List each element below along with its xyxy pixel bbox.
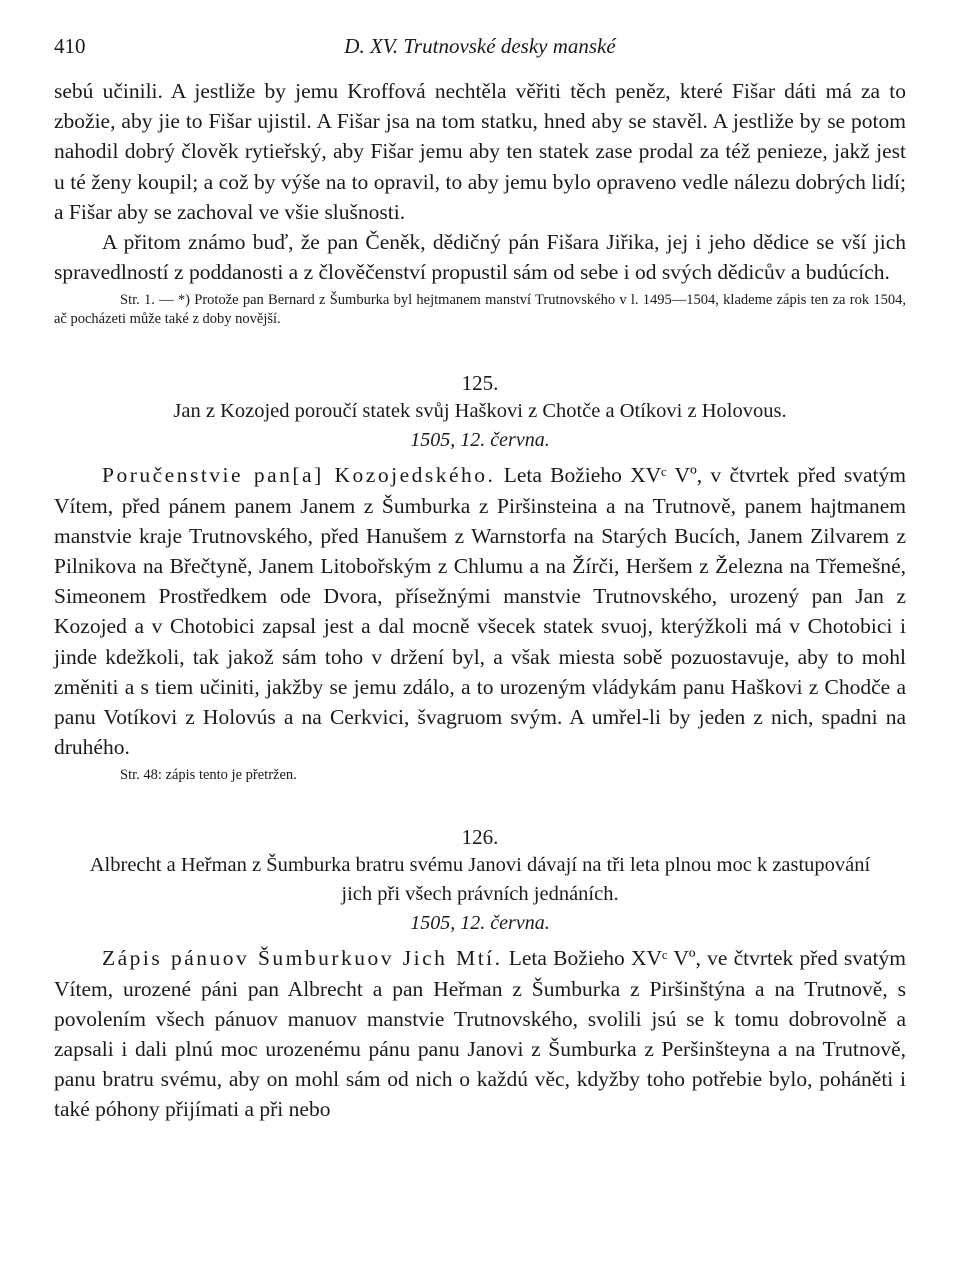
document-text: Leta Božieho XVᶜ Vº, ve čtvrtek před svatým Vítem, urozené páni pan Albrecht a pan Heřman z Šumburka z Piršinštýna a na Trutnově, s povolením všech pánuov manuov manstvie Trutnovského, svolili jsú se k tomu dobrovolně a zapsali i dali plnú moc urozenému pánu panu Janovi z Šumburka z Peršinšteyna a na Trutnově, panu bratru svému, aby on mohl sám od nich o každú věc, kdyžby toho potřebie bylo, poháněti i také póhony přijímati a při nebo bbox=[54, 946, 906, 1122]
document-page bbox=[54, 34, 906, 1125]
continuation-paragraph-2: A přitom známo buď, že pan Čeněk, dědičný pán Fišara Jiřika, jej i jeho dědice se vší jich spravedlností z poddanosti a z člověčenství propustil sám od sebe i od svých dědicův a budúcích. bbox=[54, 230, 906, 285]
document-text: Leta Božieho XVᶜ Vº, v čtvrtek před svatým Vítem, před pánem panem Janem z Šumburka z Piršinsteina a na Trutnově, panem hajtmanem manstvie kraje Trutnovského, před Hanušem z Warnstorfa na Starých Bucích, Janem Zilvarem z Pilnikova na Břečtyně, Janem Litobořským z Chlumu a na Žírči, Heršem z Železna na Třemešné, Simeonem Prostředkem ode Dvora, přísežnými manstvie Trutnovského, urozený pan Jan z Kozojed a v Chotobici zapsal jest a dal mocně všecek statek svuoj, kterýžkoli má v Chotobici i jinde kdežkoli, tak jakož sám toho v držení byl, a však miesta sobě pozuostavuje, aby to mohl změniti a s tiem učiniti, jakžby se jemu zdálo, a to urozeným vládykám panu Haškovi z Chodče a panu Votíkovi z Holovús a na Cerkvici, švagruom svým. A umřel-li by jeden z nich, spadni na druhého. bbox=[54, 463, 907, 760]
document-number: 126. bbox=[461, 825, 499, 850]
document-126 bbox=[54, 823, 906, 1124]
document-125 bbox=[54, 369, 906, 785]
document-heading: Zápis pánuov Šumburkuov Jich Mtí. bbox=[102, 946, 503, 971]
document-number: 125. bbox=[461, 371, 499, 396]
page-number: 410 bbox=[54, 34, 86, 58]
document-note: Str. 48: zápis tento je přetržen. bbox=[120, 767, 297, 784]
document-date: 1505, 12. června. bbox=[410, 912, 550, 935]
running-title: D. XV. Trutnovské desky manské bbox=[344, 34, 616, 58]
document-body bbox=[54, 460, 906, 762]
running-head bbox=[54, 34, 906, 64]
document-heading: Poručenstvie pan[a] Kozojedského. bbox=[102, 463, 496, 488]
document-regest: Jan z Kozojed poroučí statek svůj Haškovi z Chotče a Otíkovi z Holovous. bbox=[173, 400, 787, 423]
continuation-paragraph: sebú učinili. A jestliže by jemu Kroffová nechtěla věřiti těch peněz, které Fišar dáti má za to zbožie, aby jie to Fišar ujistil. A Fišar jsa na tom statku, hned aby se stavěl. A jestliže by se potom nahodil dobrý člověk rytieřský, aby Fišar jemu aby ten statek zase prodal za též penieze, jakž jest u té ženy koupil; a což by výše na to opravil, to aby jemu bylo opraveno vedle nálezu dobrých lidí; a Fišar aby se zachoval ve všie slušnosti. bbox=[54, 79, 906, 224]
document-body bbox=[54, 943, 906, 1124]
document-regest: Albrecht a Heřman z Šumburka bratru svému Janovi dávají na tři leta plnou moc k zastupování jich při všech právních jednáních. bbox=[89, 854, 871, 906]
document-date: 1505, 12. června. bbox=[410, 429, 550, 452]
footnote: Str. 1. — *) Protože pan Bernard z Šumburka byl hejtmanem manství Trutnovského v l. 1495—1504, klademe zápis ten za rok 1504, ač pocházeti může také z doby novější. bbox=[54, 292, 906, 328]
